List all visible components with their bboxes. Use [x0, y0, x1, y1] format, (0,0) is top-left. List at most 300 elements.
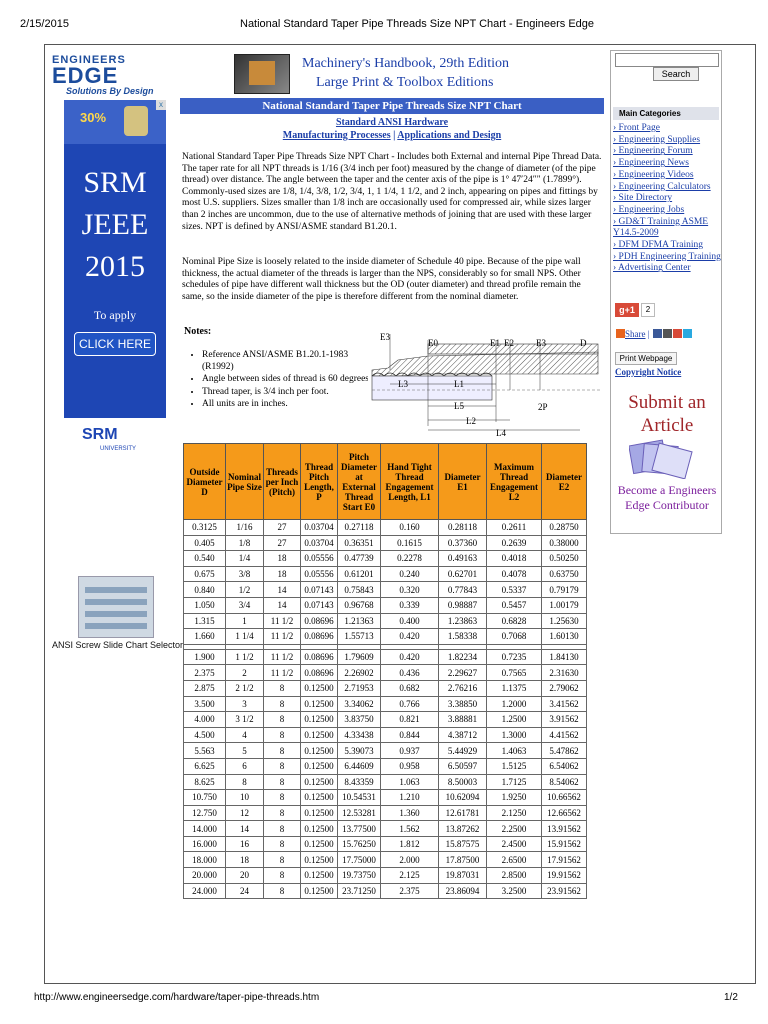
table-row: [184, 665, 587, 681]
table-cell: 8: [264, 836, 301, 852]
header-thread-pitch: Thread Pitch Length, P: [301, 444, 338, 520]
ad-year-text: 2015: [85, 250, 145, 283]
table-cell: 0.61201: [338, 566, 381, 582]
table-cell: 0.12500: [301, 883, 338, 899]
email-icon[interactable]: [663, 329, 672, 338]
note-item: • Reference ANSI/ASME B1.20.1-1983 (R1992): [202, 350, 378, 373]
table-cell: 12.750: [184, 805, 226, 821]
category-link[interactable]: › Engineering News: [613, 158, 721, 170]
diagram-label: L3: [398, 379, 408, 389]
table-row: [184, 649, 587, 665]
table-cell: 2: [226, 665, 264, 681]
banner-line2: Large Print & Toolbox Editions: [316, 75, 494, 90]
table-cell: 0.12500: [301, 743, 338, 759]
share-plus-icon[interactable]: [616, 329, 625, 338]
table-cell: 0.420: [381, 649, 439, 665]
table-cell: 0.07143: [301, 582, 338, 598]
table-cell: 5.39073: [338, 743, 381, 759]
table-cell: 4.33438: [338, 727, 381, 743]
nominal-pipe-paragraph: Nominal Pipe Size is loosely related to the inside diameter of Schedule 40 pipe. Because of the pipe wall thickness, the actual diameter of the threads is larger than the NPS, considerably so for small NPS. Other schedules of pipe have different wall thickness but the OD (outer diameter) and thread profile remain the same, so the inside diameter of the pipe is therefore different from the nominal diameter.: [182, 257, 581, 302]
table-cell: 0.12500: [301, 836, 338, 852]
header-threads-per-inch: Threads per Inch (Pitch): [264, 444, 301, 520]
table-cell: 13.91562: [542, 821, 587, 837]
table-cell: 0.12500: [301, 790, 338, 806]
table-cell: 0.27118: [338, 520, 381, 536]
table-cell: 1 1/4: [226, 629, 264, 645]
ad-footer: [64, 418, 166, 482]
table-cell: 8: [264, 805, 301, 821]
table-cell: 1.4063: [487, 743, 542, 759]
table-cell: 0.98887: [439, 597, 487, 613]
table-cell: 16: [226, 836, 264, 852]
table-cell: 0.38000: [542, 535, 587, 551]
table-cell: 2.26902: [338, 665, 381, 681]
category-link[interactable]: › Engineering Jobs: [613, 205, 721, 217]
share-link[interactable]: Share: [625, 329, 646, 339]
table-cell: 1.812: [381, 836, 439, 852]
header-nominal-pipe-size: Nominal Pipe Size: [226, 444, 264, 520]
table-cell: 11 1/2: [264, 629, 301, 645]
table-cell: 0.05556: [301, 551, 338, 567]
table-cell: 0.12500: [301, 727, 338, 743]
print-url: http://www.engineersedge.com/hardware/taper-pipe-threads.htm: [34, 992, 320, 1003]
table-cell: 5: [226, 743, 264, 759]
table-cell: 0.540: [184, 551, 226, 567]
table-cell: 0.07143: [301, 597, 338, 613]
diagram-label: L5: [454, 401, 464, 411]
table-row: [184, 743, 587, 759]
table-cell: 8: [264, 743, 301, 759]
table-cell: 8: [264, 774, 301, 790]
table-cell: 8: [264, 680, 301, 696]
table-cell: 0.420: [381, 629, 439, 645]
npt-thread-diagram: [368, 330, 604, 438]
category-link[interactable]: › Engineering Forum: [613, 146, 721, 158]
table-row: [184, 836, 587, 852]
table-cell: 2.000: [381, 852, 439, 868]
category-link[interactable]: › DFM DFMA Training: [613, 240, 721, 252]
table-cell: 18: [264, 566, 301, 582]
become-contributor-text: Become a Engineers Edge Contributor: [617, 483, 717, 512]
table-cell: 0.7235: [487, 649, 542, 665]
facebook-icon[interactable]: [653, 329, 662, 338]
table-row: [184, 520, 587, 536]
table-cell: 8: [264, 868, 301, 884]
header-outside-diameter: Outside Diameter D: [184, 444, 226, 520]
table-row: [184, 696, 587, 712]
table-cell: 11 1/2: [264, 613, 301, 629]
ad-university-text: UNIVERSITY: [100, 446, 137, 452]
copyright-notice-link[interactable]: Copyright Notice: [615, 367, 682, 377]
table-cell: 1.84130: [542, 649, 587, 665]
logo-line2: EDGE: [52, 63, 119, 88]
table-cell: 1.562: [381, 821, 439, 837]
table-cell: 20: [226, 868, 264, 884]
table-row: [184, 613, 587, 629]
table-cell: 2.1250: [487, 805, 542, 821]
ad-emblem-icon: [124, 106, 148, 136]
table-cell: 1.1375: [487, 680, 542, 696]
twitter-icon[interactable]: [683, 329, 692, 338]
table-cell: 2.8500: [487, 868, 542, 884]
table-cell: 3/8: [226, 566, 264, 582]
table-row: [184, 535, 587, 551]
table-cell: 0.766: [381, 696, 439, 712]
table-cell: 17.87500: [439, 852, 487, 868]
table-cell: 0.28118: [439, 520, 487, 536]
table-cell: 3.91562: [542, 712, 587, 728]
table-cell: 19.87031: [439, 868, 487, 884]
table-cell: 15.91562: [542, 836, 587, 852]
note-item: • Angle between sides of thread is 60 degrees.: [202, 374, 378, 386]
table-cell: 0.05556: [301, 566, 338, 582]
table-cell: 18.000: [184, 852, 226, 868]
table-cell: 0.12500: [301, 821, 338, 837]
table-cell: 5.47862: [542, 743, 587, 759]
table-cell: 4.500: [184, 727, 226, 743]
table-cell: 0.958: [381, 758, 439, 774]
table-cell: 3 1/2: [226, 712, 264, 728]
table-row: [184, 629, 587, 645]
table-row: [184, 852, 587, 868]
table-cell: 0.675: [184, 566, 226, 582]
category-link[interactable]: › PDH Engineering Training: [613, 252, 721, 264]
table-cell: 2.375: [184, 665, 226, 681]
table-cell: 2.6500: [487, 852, 542, 868]
table-cell: 8: [264, 790, 301, 806]
ad-jeee-text: JEEE: [81, 208, 149, 241]
intro-paragraph: National Standard Taper Pipe Threads Size NPT Chart - Includes both External and internal Pipe Thread Data. The taper rate for all NPT threads is 1/16 (3/4 inch per foot) measured by the change of diameter (of the pipe thread) over distance. The angle between the taper and the center axis of the pipe is 1° 47′24″" (1.7899°). Commonly-used sizes are 1/8, 1/4, 3/8, 1/2, 3/4, 1, 1 1/4, 1 1/2, and 2 inch, appearing on pipes and fittings by most U.S. suppliers. Sizes smaller than 1/8 inch are occasionally used for compressed air, while sizes larger than 2 inches are uncommon, due to the use of alternative methods of joining that are used with these larger sizes. NPT is defined by ANSI/ASME standard B1.20.1.: [182, 152, 602, 232]
diagram-label: 2P: [538, 402, 548, 412]
table-cell: 1.55713: [338, 629, 381, 645]
table-cell: 8.54062: [542, 774, 587, 790]
share-separator: |: [647, 329, 650, 339]
table-cell: 2.4500: [487, 836, 542, 852]
table-cell: 2.71953: [338, 680, 381, 696]
table-cell: 8: [264, 758, 301, 774]
table-cell: 0.47739: [338, 551, 381, 567]
table-cell: 23.71250: [338, 883, 381, 899]
table-cell: 0.12500: [301, 774, 338, 790]
table-row: [184, 566, 587, 582]
header-diameter-e2: Diameter E2: [542, 444, 587, 520]
logo-tagline: Solutions By Design: [66, 86, 154, 96]
table-cell: 0.1615: [381, 535, 439, 551]
table-cell: 0.844: [381, 727, 439, 743]
table-cell: 0.682: [381, 680, 439, 696]
table-row: [184, 821, 587, 837]
table-cell: 18: [226, 852, 264, 868]
table-header-row: [184, 444, 587, 520]
table-cell: 12.53281: [338, 805, 381, 821]
table-cell: 3.88881: [439, 712, 487, 728]
ad-apply-text: To apply: [93, 308, 137, 322]
table-row: [184, 883, 587, 899]
link-separator: |: [390, 130, 398, 141]
table-cell: 17.91562: [542, 852, 587, 868]
table-row: [184, 805, 587, 821]
table-cell: 2 1/2: [226, 680, 264, 696]
table-row: [184, 758, 587, 774]
table-cell: 1: [226, 613, 264, 629]
manufacturing-processes-link[interactable]: Manufacturing Processes: [282, 130, 391, 141]
table-cell: 0.405: [184, 535, 226, 551]
table-cell: 1.315: [184, 613, 226, 629]
table-cell: 0.75843: [338, 582, 381, 598]
table-cell: 2.79062: [542, 680, 587, 696]
table-cell: 0.12500: [301, 680, 338, 696]
table-cell: 0.7068: [487, 629, 542, 645]
search-input[interactable]: [615, 53, 719, 67]
table-cell: 27: [264, 535, 301, 551]
table-cell: 4: [226, 727, 264, 743]
header-pitch-diameter-e0: Pitch Diameter at External Thread Start E0: [338, 444, 381, 520]
table-cell: 1.050: [184, 597, 226, 613]
table-cell: 1.60130: [542, 629, 587, 645]
table-cell: 12.66562: [542, 805, 587, 821]
ad-badge: 30%: [80, 110, 107, 125]
table-cell: 3.500: [184, 696, 226, 712]
table-cell: 0.49163: [439, 551, 487, 567]
table-cell: 0.79179: [542, 582, 587, 598]
note-item: • All units are in inches.: [202, 399, 378, 411]
table-cell: 0.62701: [439, 566, 487, 582]
table-cell: 8: [264, 852, 301, 868]
table-cell: 0.339: [381, 597, 439, 613]
diagram-label: L1: [454, 379, 464, 389]
table-cell: 1.23863: [439, 613, 487, 629]
table-cell: 0.5337: [487, 582, 542, 598]
table-cell: 20.000: [184, 868, 226, 884]
table-cell: 0.63750: [542, 566, 587, 582]
header-max-engagement-l2: Maximum Thread Engagement L2: [487, 444, 542, 520]
table-cell: 0.436: [381, 665, 439, 681]
table-row: [184, 712, 587, 728]
table-cell: 0.37360: [439, 535, 487, 551]
header-diameter-e1: Diameter E1: [439, 444, 487, 520]
google-plus-count: 2: [641, 303, 655, 317]
table-cell: 0.937: [381, 743, 439, 759]
table-cell: 0.840: [184, 582, 226, 598]
table-cell: 1.82234: [439, 649, 487, 665]
table-cell: 1.00179: [542, 597, 587, 613]
table-cell: 3.83750: [338, 712, 381, 728]
table-cell: 1 1/2: [226, 649, 264, 665]
ad-close-icon[interactable]: x: [156, 100, 166, 110]
table-cell: 3/4: [226, 597, 264, 613]
submit-article-title[interactable]: Submit an Article: [628, 392, 706, 436]
main-categories-header: Main Categories: [613, 107, 719, 120]
handbook-image: [234, 54, 290, 94]
table-cell: 0.4078: [487, 566, 542, 582]
notes-title: Notes:: [184, 326, 212, 337]
table-cell: 2.2500: [487, 821, 542, 837]
table-cell: 8: [226, 774, 264, 790]
diagram-label: E3: [380, 332, 390, 342]
table-cell: 0.12500: [301, 696, 338, 712]
slide-chart-caption[interactable]: ANSI Screw Slide Chart Selector: [52, 640, 184, 650]
standard-ansi-hardware-link[interactable]: Standard ANSI Hardware: [335, 117, 449, 128]
table-cell: 1.21363: [338, 613, 381, 629]
npt-chart-table: [183, 443, 587, 899]
table-cell: 18: [264, 551, 301, 567]
submit-article-papers-icon[interactable]: [629, 439, 695, 479]
table-cell: 0.12500: [301, 805, 338, 821]
table-cell: 4.38712: [439, 727, 487, 743]
srm-jeee-ad[interactable]: [64, 100, 166, 482]
table-cell: 2.76216: [439, 680, 487, 696]
category-link[interactable]: › Site Directory: [613, 193, 721, 205]
ad-srm-text: SRM: [83, 166, 147, 199]
category-link[interactable]: › GD&T Training ASME Y14.5-2009: [613, 217, 721, 240]
table-cell: 10.62094: [439, 790, 487, 806]
category-link[interactable]: › Engineering Videos: [613, 170, 721, 182]
table-cell: 12: [226, 805, 264, 821]
table-cell: 8.50003: [439, 774, 487, 790]
print-webpage-button[interactable]: Print Webpage: [615, 352, 677, 365]
table-cell: 4.41562: [542, 727, 587, 743]
table-cell: 13.87262: [439, 821, 487, 837]
gplus-share-icon[interactable]: [673, 329, 682, 338]
ad-click-here-button[interactable]: CLICK HERE: [74, 332, 156, 356]
table-row: [184, 868, 587, 884]
table-cell: 2.375: [381, 883, 439, 899]
table-cell: 11 1/2: [264, 649, 301, 665]
table-cell: 1.660: [184, 629, 226, 645]
table-cell: 6.44609: [338, 758, 381, 774]
table-cell: 10: [226, 790, 264, 806]
table-cell: 1.25630: [542, 613, 587, 629]
table-cell: 3.34062: [338, 696, 381, 712]
table-cell: 8: [264, 883, 301, 899]
table-cell: 0.77843: [439, 582, 487, 598]
table-cell: 16.000: [184, 836, 226, 852]
table-cell: 1.360: [381, 805, 439, 821]
category-list: [613, 123, 721, 275]
table-cell: 0.160: [381, 520, 439, 536]
table-cell: 3.41562: [542, 696, 587, 712]
table-row: [184, 727, 587, 743]
table-cell: 5.563: [184, 743, 226, 759]
slide-chart-image[interactable]: [78, 576, 154, 638]
table-cell: 14: [264, 582, 301, 598]
table-cell: 8.43359: [338, 774, 381, 790]
table-cell: 6.50597: [439, 758, 487, 774]
table-cell: 1/16: [226, 520, 264, 536]
table-cell: 3.38850: [439, 696, 487, 712]
table-cell: 14: [264, 597, 301, 613]
table-cell: 1.2500: [487, 712, 542, 728]
breadcrumb: [180, 116, 604, 142]
table-cell: 14.000: [184, 821, 226, 837]
table-cell: 8: [264, 727, 301, 743]
table-cell: 27: [264, 520, 301, 536]
print-page-number: 1/2: [724, 992, 738, 1003]
table-cell: 0.240: [381, 566, 439, 582]
diagram-label: E2: [504, 338, 514, 348]
table-cell: 0.08696: [301, 649, 338, 665]
table-row: [184, 597, 587, 613]
table-row: [184, 774, 587, 790]
table-cell: 13.77500: [338, 821, 381, 837]
search-button[interactable]: Search: [653, 67, 699, 81]
category-link[interactable]: › Front Page: [613, 123, 721, 135]
table-cell: 19.73750: [338, 868, 381, 884]
table-row: [184, 582, 587, 598]
table-cell: 19.91562: [542, 868, 587, 884]
header-hand-tight-l1: Hand Tight Thread Engagement Length, L1: [381, 444, 439, 520]
table-cell: 0.320: [381, 582, 439, 598]
table-cell: 0.12500: [301, 868, 338, 884]
applications-design-link[interactable]: Applications and Design: [397, 130, 502, 141]
table-cell: 0.400: [381, 613, 439, 629]
table-cell: 1.7125: [487, 774, 542, 790]
table-cell: 0.5457: [487, 597, 542, 613]
table-cell: 0.12500: [301, 758, 338, 774]
table-cell: 3.2500: [487, 883, 542, 899]
table-cell: 14: [226, 821, 264, 837]
table-row: [184, 680, 587, 696]
notes-list: [190, 350, 378, 412]
table-cell: 10.750: [184, 790, 226, 806]
table-cell: 0.50250: [542, 551, 587, 567]
diagram-label: D: [580, 338, 587, 348]
table-cell: 0.2611: [487, 520, 542, 536]
banner-line1: Machinery's Handbook, 29th Edition: [302, 56, 510, 71]
table-cell: 0.12500: [301, 852, 338, 868]
table-cell: 3: [226, 696, 264, 712]
category-link[interactable]: › Engineering Supplies: [613, 135, 721, 147]
table-cell: 2.125: [381, 868, 439, 884]
diagram-label: E1: [490, 338, 500, 348]
table-cell: 10.66562: [542, 790, 587, 806]
diagram-label: E3: [536, 338, 546, 348]
print-title: National Standard Taper Pipe Threads Size NPT Chart - Engineers Edge: [240, 18, 595, 30]
table-cell: 1/2: [226, 582, 264, 598]
table-cell: 1.900: [184, 649, 226, 665]
ad-srm-logo: SRM: [82, 426, 118, 443]
table-cell: 15.76250: [338, 836, 381, 852]
table-cell: 1.210: [381, 790, 439, 806]
table-cell: 8: [264, 712, 301, 728]
category-link[interactable]: › Advertising Center: [613, 263, 721, 275]
table-cell: 4.000: [184, 712, 226, 728]
print-date: 2/15/2015: [20, 18, 69, 30]
google-plus-button[interactable]: g+1: [615, 303, 639, 317]
category-link[interactable]: › Engineering Calculators: [613, 182, 721, 194]
table-cell: 1.9250: [487, 790, 542, 806]
table-cell: 1.3000: [487, 727, 542, 743]
table-cell: 0.2639: [487, 535, 542, 551]
table-cell: 1.5125: [487, 758, 542, 774]
table-cell: 17.75000: [338, 852, 381, 868]
table-cell: 8: [264, 821, 301, 837]
engineers-edge-logo[interactable]: [52, 54, 172, 96]
table-cell: 0.12500: [301, 712, 338, 728]
logo-line1: ENGINEERS: [52, 54, 126, 66]
table-cell: 1/8: [226, 535, 264, 551]
machinerys-handbook-banner[interactable]: [228, 50, 580, 96]
table-cell: 0.03704: [301, 520, 338, 536]
table-cell: 1/4: [226, 551, 264, 567]
table-cell: 8: [264, 696, 301, 712]
table-cell: 0.6828: [487, 613, 542, 629]
table-cell: 0.28750: [542, 520, 587, 536]
table-cell: 2.875: [184, 680, 226, 696]
table-row: [184, 551, 587, 567]
diagram-label: L2: [466, 416, 476, 426]
table-cell: 0.08696: [301, 629, 338, 645]
